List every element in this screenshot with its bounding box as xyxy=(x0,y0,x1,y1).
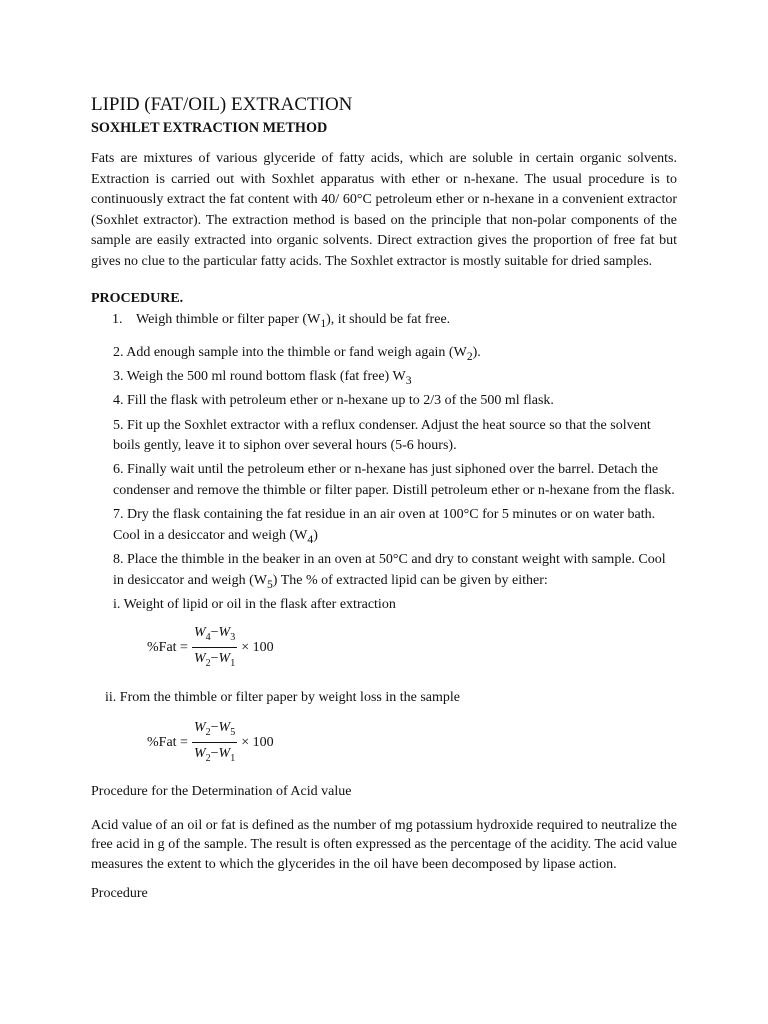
procedure-label: Procedure xyxy=(91,886,148,902)
step-text-tail: ), it should be fat free. xyxy=(326,312,451,327)
operator: − xyxy=(210,719,219,735)
var-sub: 2 xyxy=(205,658,211,670)
step-number: 1. xyxy=(112,312,123,327)
var-sub: 2 xyxy=(205,726,211,738)
document-title: LIPID (FAT/OIL) EXTRACTION xyxy=(91,94,353,115)
var: W xyxy=(193,624,206,640)
procedure-step-4 xyxy=(113,391,677,415)
var-sub: 5 xyxy=(230,726,236,738)
step-subscript: 1 xyxy=(320,316,327,330)
procedure-step-5 xyxy=(113,416,677,461)
step-text-tail: ). xyxy=(472,344,481,360)
var: W xyxy=(218,624,231,640)
fat-formula-thimble xyxy=(147,720,677,766)
step-text-tail: ) The % of extracted lipid can be given by either: xyxy=(272,572,548,588)
var-sub: 3 xyxy=(230,631,236,643)
intro-paragraph: Fats are mixtures of various glyceride of fatty acids, which are soluble in certain organic solvents. Extraction is carried out with Soxhlet apparatus with ether or n-hexane. The usual procedure is to continuously extract the fat content with 40/ 60°C petroleum ether or n-hexane in a convenient extractor (Soxhlet extractor). The extraction method is based on the principle that non-polar components of the sample are easily extracted into organic solvents. Direct extraction gives the proportion of free fat but gives no clue to the particular fatty acids. The Soxhlet extractor is mostly suitable for dried samples. xyxy=(91,151,677,269)
var: W xyxy=(193,746,206,762)
var-sub: 1 xyxy=(230,658,236,670)
step-text: 6. Finally wait until the petroleum ether or n-hexane has just siphoned over the barrel. Detach the condenser and remove the thimble or filter paper. Distill petroleum ether or n-hexane from the flask. xyxy=(113,462,675,498)
formula-denominator xyxy=(192,648,237,673)
sub-item-ii: ii. From the thimble or filter paper by weight loss in the sample xyxy=(105,689,460,705)
formula-lhs: %Fat = xyxy=(147,639,188,655)
procedure-heading: PROCEDURE. xyxy=(91,291,184,306)
step-text: 2. Add enough sample into the thimble or fand weigh again (W xyxy=(113,344,467,360)
fat-formula-flask xyxy=(147,625,677,671)
step-subscript: 4 xyxy=(307,532,314,546)
var: W xyxy=(218,746,231,762)
var: W xyxy=(218,651,231,667)
var-sub: 4 xyxy=(205,631,211,643)
var: W xyxy=(218,719,231,735)
formula-numerator xyxy=(192,623,237,649)
var-sub: 2 xyxy=(205,753,211,765)
formula-lhs: %Fat = xyxy=(147,734,188,750)
formula-rhs: × 100 xyxy=(241,734,274,750)
acid-value-paragraph: Acid value of an oil or fat is defined as the number of mg potassium hydroxide required to neutralize the free acid in g of the sample. The result is often expressed as the percentage of the acidity. The acid value measures the extent to which the glycerides in the oil have been decomposed by lipase action. xyxy=(91,817,677,872)
procedure-step-7 xyxy=(113,505,677,550)
step-subscript: 3 xyxy=(405,373,412,387)
step-text: 5. Fit up the Soxhlet extractor with a reflux condenser. Adjust the heat source so that the solvent boils gently, leave it to siphon over several hours (5-6 hours). xyxy=(113,417,651,454)
var-sub: 1 xyxy=(230,753,236,765)
step-text: Weigh thimble or filter paper (W xyxy=(136,312,321,327)
step-text: 8. Place the thimble in the beaker in an oven at 50°C and dry to constant weight with sample. Cool in desiccator and weigh (W xyxy=(113,552,666,588)
operator: − xyxy=(210,651,219,667)
step-subscript: 2 xyxy=(466,349,473,363)
document-page xyxy=(91,94,677,904)
step-text-tail: ) xyxy=(313,527,318,543)
acid-value-heading: Procedure for the Determination of Acid value xyxy=(91,783,352,799)
step-text: 3. Weigh the 500 ml round bottom flask (fat free) W xyxy=(113,369,406,385)
operator: − xyxy=(210,746,219,762)
formula-numerator xyxy=(192,718,237,744)
formula-fraction xyxy=(192,623,237,674)
step-text: 4. Fill the flask with petroleum ether or n-hexane up to 2/3 of the 500 ml flask. xyxy=(113,393,554,409)
procedure-steps-list xyxy=(113,343,677,615)
formula-rhs: × 100 xyxy=(241,639,274,655)
procedure-step-2 xyxy=(113,343,677,367)
procedure-step-1 xyxy=(112,310,677,334)
var: W xyxy=(193,719,206,735)
operator: − xyxy=(210,624,219,640)
procedure-step-6 xyxy=(113,460,677,505)
sub-item-i: i. Weight of lipid or oil in the flask after extraction xyxy=(113,596,396,612)
procedure-step-8 xyxy=(113,550,677,595)
step-text: 7. Dry the flask containing the fat residue in an air oven at 100°C for 5 minutes or on water bath. Cool in a desiccator and weigh (W xyxy=(113,507,656,543)
formula-denominator xyxy=(192,743,237,768)
formula-fraction xyxy=(192,718,237,769)
section-subtitle: SOXHLET EXTRACTION METHOD xyxy=(91,120,328,136)
var: W xyxy=(193,651,206,667)
step-subscript: 5 xyxy=(266,577,273,591)
procedure-step-3 xyxy=(113,367,677,391)
